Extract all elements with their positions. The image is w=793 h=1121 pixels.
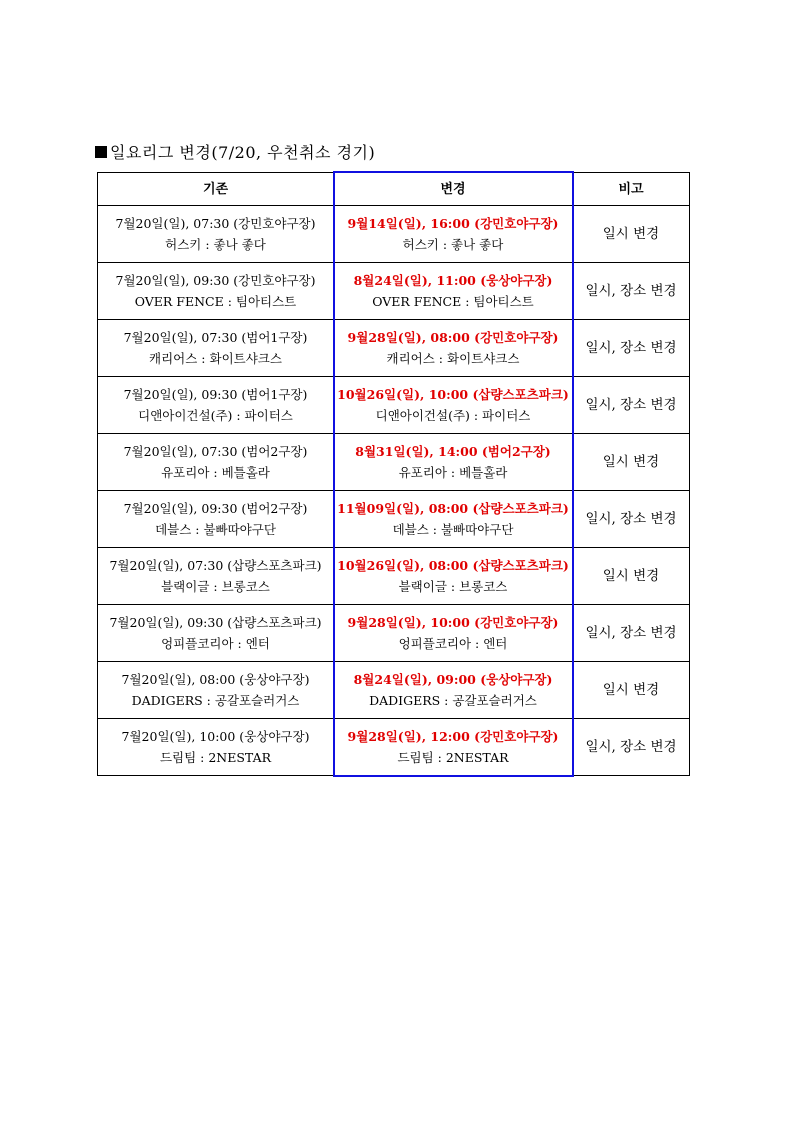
changed-cell (334, 206, 573, 263)
header-changed: 변경 (334, 173, 573, 206)
schedule-change-table (97, 172, 690, 776)
original-cell (98, 491, 334, 548)
table-row (98, 377, 690, 434)
table-row (98, 548, 690, 605)
note-cell: 일시, 장소 변경 (573, 377, 690, 434)
original-datetime: 7월20일(일), 07:30 (범어1구장) (123, 330, 308, 345)
table-row (98, 491, 690, 548)
original-cell (98, 548, 334, 605)
original-matchup: 드림팀 : 2NESTAR (159, 750, 272, 765)
changed-cell (334, 377, 573, 434)
changed-matchup: 엉피플코리아 : 엔터 (398, 636, 508, 651)
original-datetime: 7월20일(일), 07:30 (강민호야구장) (115, 216, 316, 231)
note-cell: 일시 변경 (573, 548, 690, 605)
section-title-text: 일요리그 변경(7/20, 우천취소 경기) (110, 143, 376, 162)
original-datetime: 7월20일(일), 07:30 (범어2구장) (123, 444, 308, 459)
changed-datetime: 10월26일(일), 10:00 (삽량스포츠파크) (337, 387, 569, 402)
original-cell (98, 662, 334, 719)
changed-cell (334, 491, 573, 548)
changed-matchup: 블랙이글 : 브롱코스 (398, 579, 508, 594)
changed-datetime: 8월24일(일), 11:00 (웅상야구장) (353, 273, 553, 288)
changed-datetime: 9월28일(일), 08:00 (강민호야구장) (347, 330, 559, 345)
original-cell (98, 320, 334, 377)
changed-cell (334, 719, 573, 776)
note-cell: 일시, 장소 변경 (573, 605, 690, 662)
note-cell: 일시, 장소 변경 (573, 320, 690, 377)
original-matchup: 유포리아 : 베틀홀라 (161, 465, 270, 480)
note-cell: 일시, 장소 변경 (573, 491, 690, 548)
table-row (98, 434, 690, 491)
changed-matchup: 데블스 : 불빠따야구단 (392, 522, 514, 537)
original-matchup: 데블스 : 불빠따야구단 (155, 522, 276, 537)
note-cell: 일시 변경 (573, 662, 690, 719)
changed-matchup: 유포리아 : 베틀홀라 (398, 465, 508, 480)
changed-datetime: 10월26일(일), 08:00 (삽량스포츠파크) (337, 558, 569, 573)
original-datetime: 7월20일(일), 10:00 (웅상야구장) (121, 729, 310, 744)
original-datetime: 7월20일(일), 09:30 (강민호야구장) (115, 273, 316, 288)
table-row (98, 662, 690, 719)
changed-cell (334, 662, 573, 719)
original-matchup: 캐리어스 : 화이트샤크스 (149, 351, 282, 366)
table-row (98, 320, 690, 377)
changed-matchup: 허스키 : 좋나 좋다 (402, 237, 504, 252)
changed-cell (334, 320, 573, 377)
square-bullet-icon (95, 146, 107, 158)
table-row (98, 263, 690, 320)
changed-matchup: 캐리어스 : 화이트샤크스 (386, 351, 520, 366)
original-cell (98, 605, 334, 662)
note-cell: 일시, 장소 변경 (573, 263, 690, 320)
changed-matchup: OVER FENCE : 팀아티스트 (372, 294, 534, 309)
original-datetime: 7월20일(일), 09:30 (범어1구장) (123, 387, 308, 402)
changed-matchup: DADIGERS : 공갈포슬러거스 (369, 693, 537, 708)
table-row (98, 719, 690, 776)
original-cell (98, 719, 334, 776)
header-note: 비고 (573, 173, 690, 206)
original-cell (98, 434, 334, 491)
table-row (98, 206, 690, 263)
changed-cell (334, 434, 573, 491)
note-cell: 일시 변경 (573, 206, 690, 263)
changed-datetime: 9월14일(일), 16:00 (강민호야구장) (347, 216, 559, 231)
original-matchup: 디앤아이건설(주) : 파이터스 (138, 408, 293, 423)
changed-matchup: 디앤아이건설(주) : 파이터스 (375, 408, 531, 423)
changed-datetime: 8월31일(일), 14:00 (범어2구장) (355, 444, 551, 459)
original-matchup: DADIGERS : 공갈포슬러거스 (131, 693, 300, 708)
changed-datetime: 11월09일(일), 08:00 (삽량스포츠파크) (337, 501, 569, 516)
original-matchup: 엉피플코리아 : 엔터 (161, 636, 270, 651)
changed-cell (334, 548, 573, 605)
original-cell (98, 377, 334, 434)
original-cell (98, 263, 334, 320)
note-cell: 일시, 장소 변경 (573, 719, 690, 776)
original-cell (98, 206, 334, 263)
note-cell: 일시 변경 (573, 434, 690, 491)
original-datetime: 7월20일(일), 09:30 (범어2구장) (123, 501, 308, 516)
changed-datetime: 9월28일(일), 12:00 (강민호야구장) (347, 729, 559, 744)
table-header-row (98, 173, 690, 206)
changed-datetime: 9월28일(일), 10:00 (강민호야구장) (347, 615, 559, 630)
original-datetime: 7월20일(일), 09:30 (삽량스포츠파크) (109, 615, 322, 630)
section-title (95, 140, 375, 163)
header-original: 기존 (98, 173, 334, 206)
changed-cell (334, 263, 573, 320)
original-datetime: 7월20일(일), 08:00 (웅상야구장) (121, 672, 310, 687)
table-row (98, 605, 690, 662)
changed-matchup: 드림팀 : 2NESTAR (397, 750, 509, 765)
original-matchup: 허스키 : 좋나 좋다 (165, 237, 266, 252)
changed-cell (334, 605, 573, 662)
original-matchup: 블랙이글 : 브롱코스 (161, 579, 270, 594)
original-matchup: OVER FENCE : 팀아티스트 (134, 294, 297, 309)
changed-datetime: 8월24일(일), 09:00 (웅상야구장) (353, 672, 553, 687)
original-datetime: 7월20일(일), 07:30 (삽량스포츠파크) (109, 558, 322, 573)
